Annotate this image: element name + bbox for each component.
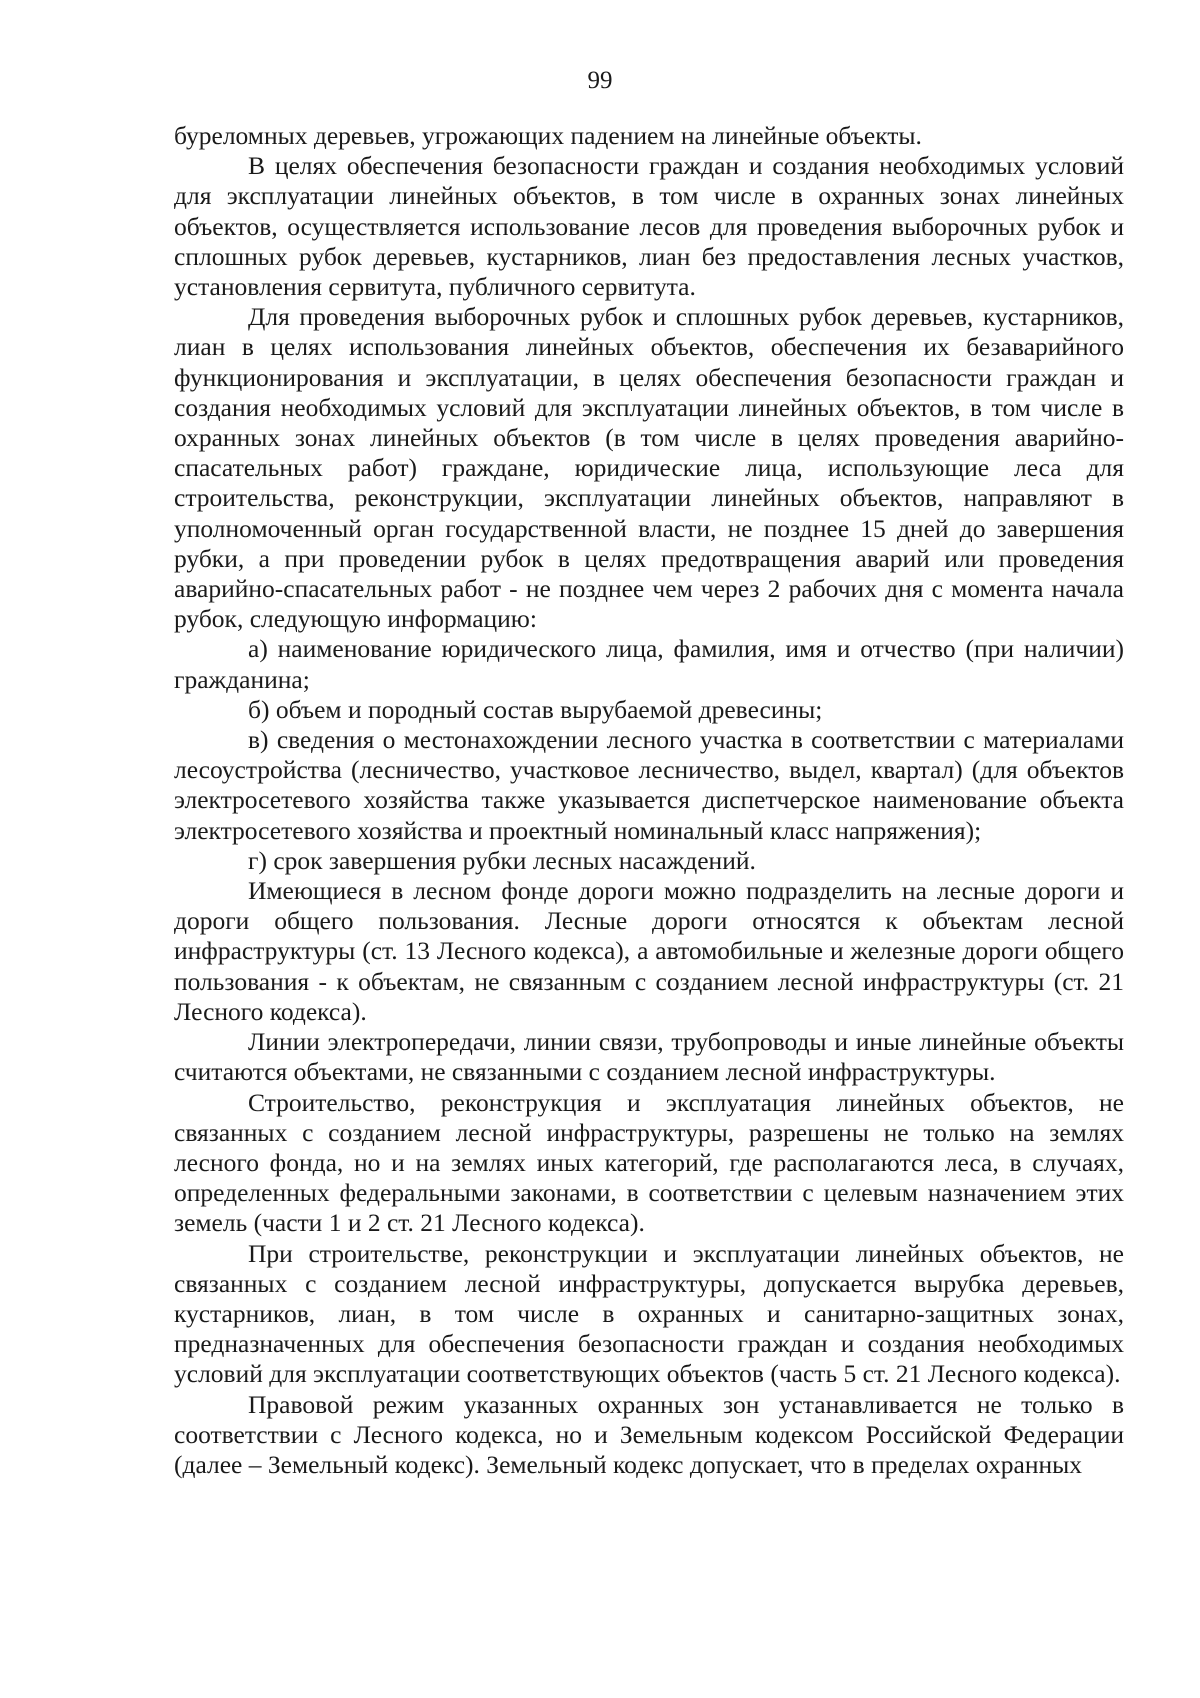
paragraph-construction: Строительство, реконструкция и эксплуатация линейных объектов, не связанных с созданием лесной инфраструктуры, разрешены не только на землях лесного фонда, но и на землях иных категорий, где располагаются леса, в случаях, определенных федеральными законами, в соответствии с целевым назначением этих земель (части 1 и 2 ст. 21 Лесного кодекса). (174, 1087, 1124, 1238)
paragraph-roads: Имеющиеся в лесном фонде дороги можно подразделить на лесные дороги и дороги общего пользования. Лесные дороги относятся к объектам лесной инфраструктуры (ст. 13 Лесного кодекса), а автомобильные и железные дороги общего пользования - к объектам, не связанным с созданием лесной инфраструктуры (ст. 21 Лесного кодекса). (174, 876, 1124, 1026)
paragraph-3: Для проведения выборочных рубок и сплошных рубок деревьев, кустарников, лиан в целях использования линейных объектов, обеспечения их безаварийного функционирования и эксплуатации, в целях обеспечения безопасности граждан и создания необходимых условий для эксплуатации линейных объектов, в том числе в охранных зонах линейных объектов (в том числе в целях проведения аварийно-спасательных работ) граждане, юридические лица, использующие леса для строительства, реконструкции, эксплуатации линейных объектов, направляют в уполномоченный орган государственной власти, не позднее 15 дней до завершения рубки, а при проведении рубок в целях предотвращения аварий или проведения аварийно-спасательных работ - не позднее чем через 2 рабочих дня с момента начала рубок, следующую информацию: (174, 302, 1124, 634)
paragraph-power-lines: Линии электропередачи, линии связи, трубопроводы и иные линейные объекты считаются объектами, не связанными с созданием лесной инфраструктуры. (174, 1027, 1124, 1087)
paragraph-felling: При строительстве, реконструкции и эксплуатации линейных объектов, не связанных с созданием лесной инфраструктуры, допускается вырубка деревьев, кустарников, лиан, в том числе в охранных и санитарно-защитных зонах, предназначенных для обеспечения безопасности граждан и создания необходимых условий для эксплуатации соответствующих объектов (часть 5 ст. 21 Лесного кодекса). (174, 1238, 1124, 1389)
page-number: 99 (587, 67, 613, 94)
paragraph-legal-regime: Правовой режим указанных охранных зон устанавливается не только в соответствии с Лесного кодекса, но и Земельным кодексом Российской Федерации (далее – Земельный кодекс). Земельный кодекс допускает, что в пределах охранных (174, 1389, 1124, 1479)
paragraph-1: буреломных деревьев, угрожающих падением на линейные объекты. (174, 121, 922, 150)
paragraph-2: В целях обеспечения безопасности граждан и создания необходимых условий для эксплуатации линейных объектов, в том числе в охранных зонах линейных объектов, осуществляется использование лесов для проведения выборочных рубок и сплошных рубок деревьев, кустарников, лиан без предоставления лесных участков, установления сервитута, публичного сервитута. (174, 151, 1124, 302)
list-item-a: а) наименование юридического лица, фамилия, имя и отчество (при наличии) гражданина; (174, 634, 1124, 694)
body-text (174, 121, 1124, 1480)
list-item-v: в) сведения о местонахождении лесного участка в соответствии с материалами лесоустройства (лесничество, участковое лесничество, выдел, квартал) (для объектов электросетевого хозяйства также указывается диспетчерское наименование объекта электросетевого хозяйства и проектный номинальный класс напряжения); (174, 725, 1124, 845)
list-item-g: г) срок завершения рубки лесных насаждений. (248, 845, 756, 875)
list-item-b: б) объем и породный состав вырубаемой древесины; (248, 694, 823, 724)
